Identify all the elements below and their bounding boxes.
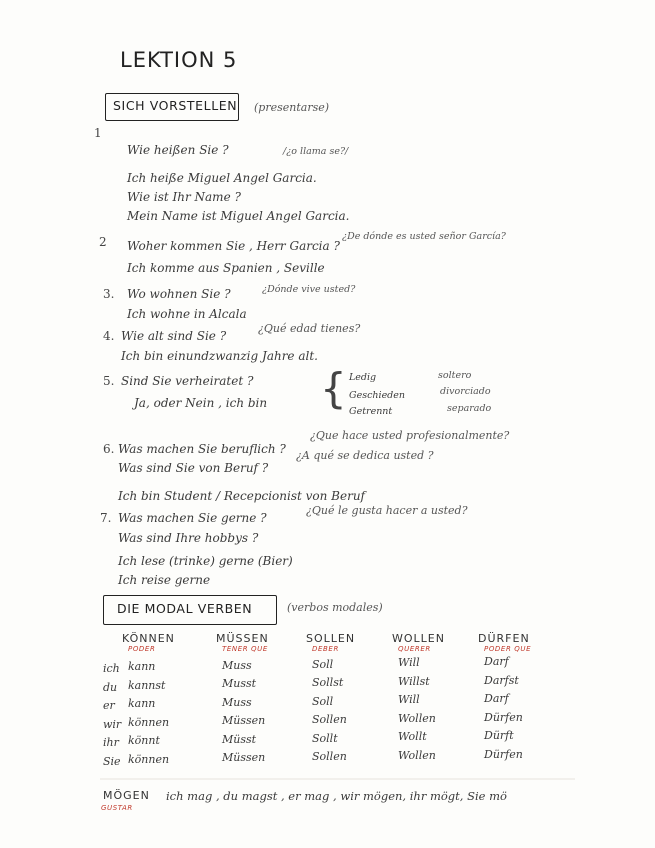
verb-form: Müssen — [222, 714, 266, 728]
verb-form: Soll — [312, 657, 334, 671]
pronoun: Sie — [103, 754, 121, 768]
item-number: 7. — [100, 511, 112, 525]
section-subtitle: (verbos modales) — [287, 601, 383, 614]
answer: Ich lese (trinke) gerne (Bier) — [118, 554, 293, 568]
item-number: 4. — [103, 329, 115, 343]
translation: ¿A qué se dedica usted ? — [296, 449, 434, 462]
verb-header: SOLLEN — [306, 632, 356, 645]
translation: ¿Dónde vive usted? — [262, 284, 356, 295]
answer: Ich bin Student / Recepcionist von Beruf — [118, 489, 366, 503]
option-es: separado — [447, 403, 492, 414]
verb-form: Wollt — [398, 730, 427, 744]
option-es: soltero — [438, 370, 472, 381]
question: Wie heißen Sie ? — [127, 143, 229, 157]
question: Wie alt sind Sie ? — [121, 329, 227, 343]
translation: ¿De dónde es usted señor García? — [342, 231, 506, 242]
question: Was machen Sie beruflich ? — [118, 442, 286, 456]
question: Was sind Ihre hobbys ? — [118, 531, 259, 545]
item-number: 3. — [103, 287, 115, 301]
verb-meaning: QUERER — [398, 645, 431, 653]
option-de: Getrennt — [349, 406, 393, 417]
moegen-label: MÖGEN — [103, 789, 150, 802]
verb-form: Müsst — [222, 732, 257, 746]
curly-brace: { — [320, 364, 347, 413]
verb-form: Müssen — [222, 751, 266, 765]
section-subtitle: (presentarse) — [254, 101, 330, 114]
verb-form: Sollen — [312, 713, 347, 727]
verb-header: WOLLEN — [392, 632, 445, 645]
page-title: LEKTION 5 — [120, 48, 238, 72]
answer: Ich reise gerne — [118, 573, 211, 587]
item-number: 6. — [103, 442, 115, 456]
verb-meaning: DEBER — [312, 645, 339, 653]
verb-form: Muss — [222, 695, 252, 709]
answer: Ich wohne in Alcala — [127, 307, 247, 321]
verb-form: Willst — [398, 674, 430, 688]
verb-form: können — [128, 715, 170, 729]
verb-form: Darfst — [484, 673, 519, 687]
verb-form: Dürfen — [484, 747, 523, 761]
verb-header: MÜSSEN — [216, 632, 269, 645]
answer: Mein Name ist Miguel Angel Garcia. — [127, 209, 350, 223]
question: Sind Sie verheiratet ? — [121, 374, 254, 388]
translation: /¿o llama se?/ — [283, 146, 349, 157]
verb-form: Darf — [484, 692, 509, 706]
answer: Ja, oder Nein , ich bin — [134, 396, 268, 410]
item-number: 5. — [103, 374, 115, 388]
verb-form: Sollen — [312, 750, 347, 764]
pronoun: ich — [103, 662, 120, 675]
option-de: Geschieden — [349, 390, 406, 401]
verb-form: Sollt — [312, 731, 338, 745]
pronoun: wir — [103, 717, 122, 731]
answer: Ich komme aus Spanien , Seville — [127, 261, 325, 275]
option-es: divorciado — [440, 386, 491, 397]
verb-form: Wollen — [398, 748, 436, 762]
translation: ¿Que hace usted profesionalmente? — [310, 429, 510, 442]
verb-form: Soll — [312, 694, 334, 708]
answer: Ich heiße Miguel Angel Garcia. — [127, 171, 317, 185]
verb-form: Darf — [484, 655, 509, 669]
question: Was machen Sie gerne ? — [118, 511, 267, 525]
question: Was sind Sie von Beruf ? — [118, 461, 269, 475]
item-number: 1 — [94, 126, 102, 140]
item-number: 2 — [99, 235, 107, 249]
translation: ¿Qué edad tienes? — [258, 322, 361, 335]
verb-form: Will — [398, 656, 420, 670]
answer: Ich bin einundzwanzig Jahre alt. — [121, 349, 318, 363]
verb-meaning: PODER — [128, 645, 156, 653]
moegen-conjugation: ich mag , du magst , er mag , wir mögen, ihr mögt, Sie mö — [166, 789, 507, 803]
verb-form: kann — [128, 660, 156, 673]
verb-form: können — [128, 752, 170, 766]
verb-form: Sollst — [312, 676, 344, 690]
verb-header: DÜRFEN — [478, 632, 530, 645]
translation: ¿Qué le gusta hacer a usted? — [306, 504, 468, 517]
verb-form: Dürft — [484, 729, 514, 743]
section-heading: SICH VORSTELLEN — [113, 98, 238, 113]
verb-form: Wollen — [398, 711, 436, 725]
pronoun: er — [103, 699, 115, 712]
pronoun: du — [103, 680, 118, 694]
section-heading: DIE MODAL VERBEN — [117, 601, 253, 616]
verb-form: Muss — [222, 658, 252, 672]
verb-form: könnt — [128, 734, 160, 747]
verb-meaning: PODER QUE — [484, 645, 532, 653]
question: Woher kommen Sie , Herr Garcia ? — [127, 239, 340, 253]
moegen-meaning: GUSTAR — [101, 804, 133, 812]
pronoun: ihr — [103, 736, 119, 749]
verb-form: Dürfen — [484, 710, 523, 724]
verb-form: kannst — [128, 678, 166, 692]
question: Wie ist Ihr Name ? — [127, 190, 241, 204]
question: Wo wohnen Sie ? — [127, 287, 231, 301]
verb-form: Musst — [222, 677, 257, 691]
verb-form: kann — [128, 697, 156, 710]
option-de: Ledig — [349, 372, 377, 383]
verb-header: KÖNNEN — [122, 632, 175, 645]
verb-form: Will — [398, 693, 420, 707]
verb-meaning: TENER QUE — [222, 645, 268, 653]
